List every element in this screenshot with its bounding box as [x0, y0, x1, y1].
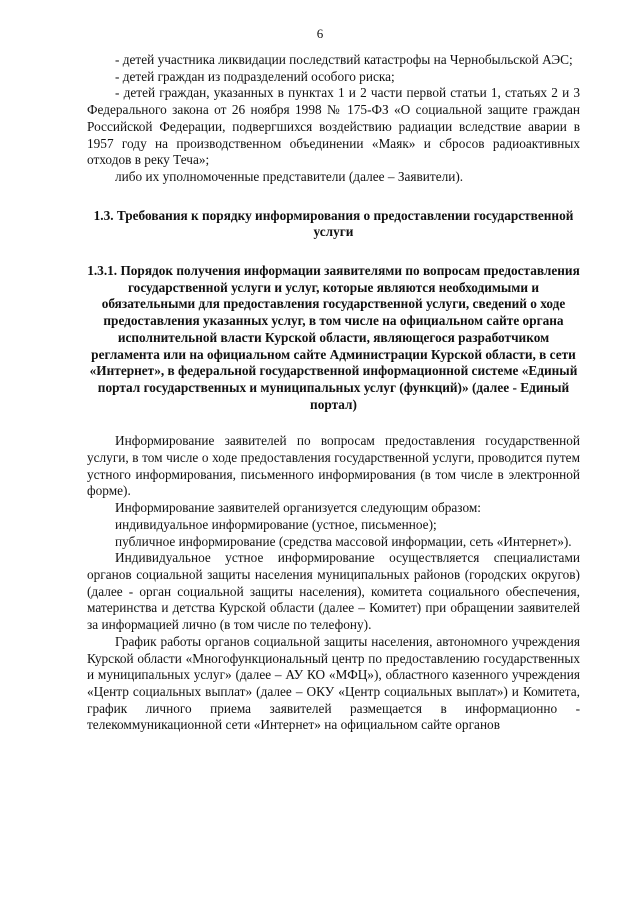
paragraph-oral: Индивидуальное устное информирование осуществляется специалистами органов социальной защиты населения муниципальных районов (городских округов) (далее - орган социальной защиты населения), комитета социального обеспечения, материнства и детства Курской области (далее – Комитет) при обращении заявителей за информацией лично (в том числе по телефону). [87, 550, 580, 633]
paragraph-individual: индивидуальное информирование (устное, письменное); [115, 516, 437, 532]
paragraph-public: публичное информирование (средства массовой информации, сеть «Интернет»). [115, 533, 572, 549]
representatives-paragraph: либо их уполномоченные представители (далее – Заявители). [115, 168, 464, 184]
paragraph-organization: Информирование заявителей организуется следующим образом: [115, 500, 481, 516]
list-item-chernobyl: - детей участника ликвидации последствий катастрофы на Чернобыльской АЭС; [115, 52, 573, 67]
paragraph-informing: Информирование заявителей по вопросам предоставления государственной услуги, в том числе о ходе предоставления государственной услуги, проводится путем устного информирования, письменного информирования (в том числе в электронной форме). [87, 433, 580, 499]
list-item-mayak: - детей граждан, указанных в пунктах 1 и 2 части первой статьи 1, статьях 2 и 3 Федерального закона от 26 ноября 1998 № 175-ФЗ «О социальной защите граждан Российской Федерации, подвергшихся воздействию радиации вследствие аварии в 1957 году на производственном объединении «Маяк» и сбросов радиоактивных отходов в реку Теча»; [87, 85, 580, 168]
page-number: 6 [316, 26, 324, 41]
paragraph-schedule: График работы органов социальной защиты населения, автономного учреждения Курской области «Многофункциональный центр по предоставлению государственных и муниципальных услуг» (далее – АУ КО «МФЦ»), областного казенного учреждения «Центр социальных выплат» (далее – ОКУ «Центр социальных выплат») и Комитета, график личного приема заявителей размещается в информационно - телекоммуникационной сети «Интернет» на официальном сайте органов [87, 633, 580, 733]
section-heading-1-3-1: 1.3.1. Порядок получения информации заявителями по вопросам предоставления государственной услуги и услуг, которые являются необходимыми и обязательными для предоставления государственной услуги, сведений о ходе предоставления указанных услуг, в том числе на официальном сайте органа исполнительной власти Курской области, являющегося разработчиком регламента или на официальном сайте Администрации Курской области, в сети «Интернет», в федеральной государственной информационной системе «Единый портал государственных и муниципальных услуг (функций)» (далее - Единый портал) [87, 263, 580, 412]
document-body [87, 52, 580, 734]
list-item-special-risk: - детей граждан из подразделений особого риска; [115, 68, 395, 84]
section-heading-1-3: 1.3. Требования к порядку информирования о предоставлении государственной услуги [93, 207, 574, 240]
